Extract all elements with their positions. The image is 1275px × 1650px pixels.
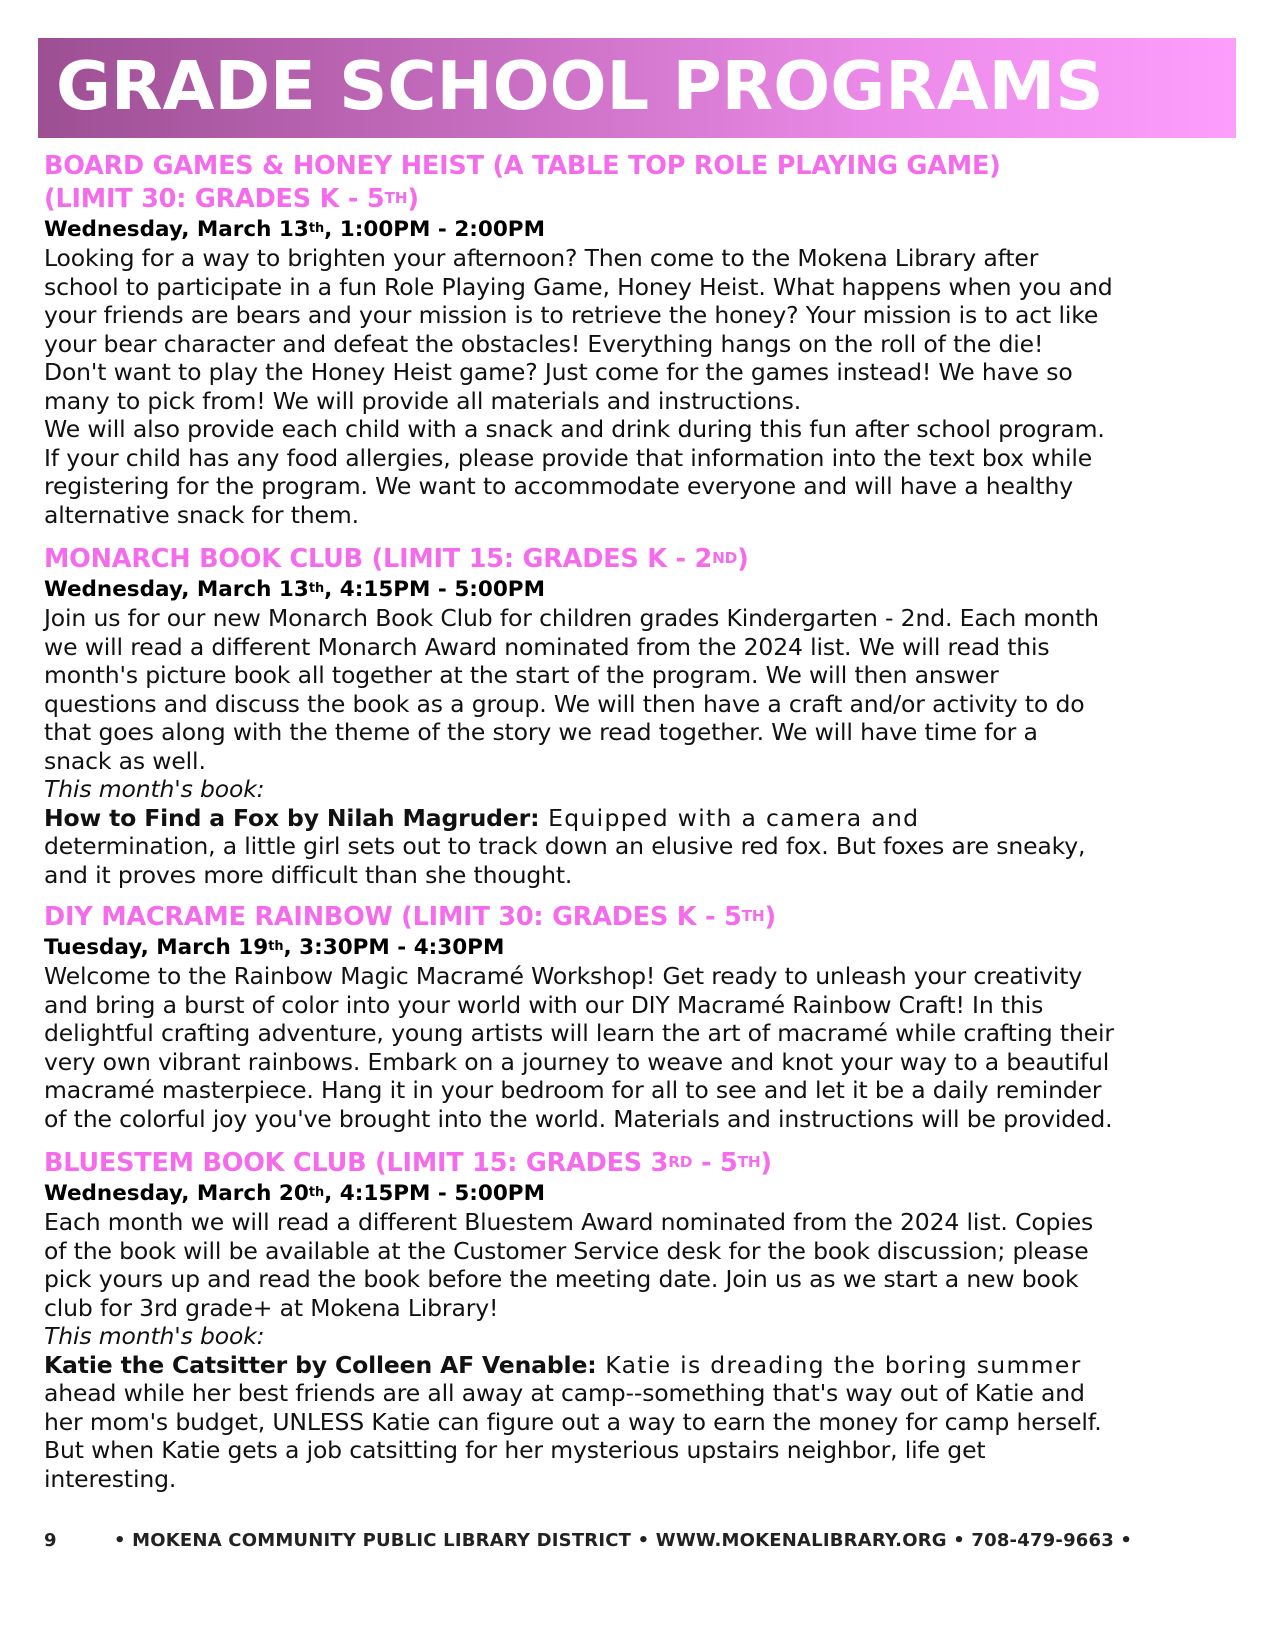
description-line: month's picture book all together at the start of the program. We will then answer xyxy=(44,661,999,689)
description-line: club for 3rd grade+ at Mokena Library! xyxy=(44,1293,499,1322)
program-date: Wednesday, March 20th, 4:15PM - 5:00PM xyxy=(44,1181,545,1206)
book-line xyxy=(44,1351,1244,1380)
description-line: Don't want to play the Honey Heist game? Just come for the games instead! We have so xyxy=(44,358,1073,386)
program-title: BOARD GAMES & HONEY HEIST (A TABLE TOP ROLE PLAYING GAME) xyxy=(44,151,1001,181)
program-description xyxy=(44,962,1244,1133)
programs-list xyxy=(44,150,1244,1493)
description-line: alternative snack for them. xyxy=(44,500,359,529)
book-description-line: her mom's budget, UNLESS Katie can figure out a way to earn the money for camp herself. xyxy=(44,1407,1102,1436)
book-description-line: interesting. xyxy=(44,1464,177,1493)
program-diy-macrame xyxy=(44,901,1244,1133)
description-line: very own vibrant rainbows. Embark on a journey to weave and knot your way to a beautiful xyxy=(44,1047,1110,1076)
program-bluestem-book-club xyxy=(44,1147,1244,1493)
program-title: DIY MACRAME RAINBOW (LIMIT 30: GRADES K - 5TH) xyxy=(44,902,776,932)
book-intro: This month's book: xyxy=(44,775,265,803)
program-date: Tuesday, March 19th, 3:30PM - 4:30PM xyxy=(44,935,505,960)
book-description-line: ahead while her best friends are all away at camp--something that's way out of Katie and xyxy=(44,1379,1085,1407)
page-number: 9 xyxy=(44,1530,57,1551)
description-line: of the book will be available at the Customer Service desk for the book discussion; please xyxy=(44,1236,1089,1265)
description-line: Welcome to the Rainbow Magic Macramé Workshop! Get ready to unleash your creativity xyxy=(44,962,1083,990)
description-line: delightful crafting adventure, young artists will learn the art of macramé while crafting their xyxy=(44,1019,1114,1047)
description-line: questions and discuss the book as a group. We will then have a craft and/or activity to do xyxy=(44,689,1085,718)
program-board-games xyxy=(44,150,1244,529)
description-line: that goes along with the theme of the story we read together. We will have time for a xyxy=(44,718,1038,746)
program-date: Wednesday, March 13th, 4:15PM - 5:00PM xyxy=(44,577,545,602)
program-description xyxy=(44,1208,1244,1493)
description-line: we will read a different Monarch Award nominated from the 2024 list. We will read this xyxy=(44,632,1050,661)
book-title: How to Find a Fox by Nilah Magruder: xyxy=(44,803,540,832)
book-blurb: Equipped with a camera and xyxy=(539,803,920,832)
program-description xyxy=(44,244,1244,529)
footer-contact-text: • MOKENA COMMUNITY PUBLIC LIBRARY DISTRICT • WWW.MOKENALIBRARY.ORG • 708-479-9663 • xyxy=(114,1530,1133,1551)
description-line: Looking for a way to brighten your afternoon? Then come to the Mokena Library after xyxy=(44,244,1039,272)
description-line: macramé masterpiece. Hang it in your bedroom for all to see and let it be a daily reminder xyxy=(44,1076,1102,1104)
description-line: If your child has any food allergies, please provide that information into the text box while xyxy=(44,443,1093,472)
program-monarch-book-club xyxy=(44,543,1244,889)
program-title: MONARCH BOOK CLUB (LIMIT 15: GRADES K - 2ND) xyxy=(44,544,749,574)
book-line xyxy=(44,804,1244,833)
description-line: your friends are bears and your mission is to retrieve the honey? Your mission is to act like xyxy=(44,301,1099,329)
book-intro: This month's book: xyxy=(44,1322,265,1350)
description-line: Join us for our new Monarch Book Club for children grades Kindergarten - 2nd. Each month xyxy=(44,604,1099,632)
program-date: Wednesday, March 13th, 1:00PM - 2:00PM xyxy=(44,217,545,242)
book-description-line: determination, a little girl sets out to track down an elusive red fox. But foxes are sneaky, xyxy=(44,832,1086,860)
description-line: your bear character and defeat the obstacles! Everything hangs on the roll of the die! xyxy=(44,329,1044,358)
description-line: We will also provide each child with a snack and drink during this fun after school program. xyxy=(44,415,1105,443)
description-line: snack as well. xyxy=(44,746,206,775)
program-title-limit: (LIMIT 30: GRADES K - 5TH) xyxy=(44,184,419,214)
description-line: and bring a burst of color into your world with our DIY Macramé Rainbow Craft! In this xyxy=(44,990,1044,1019)
description-line: school to participate in a fun Role Playing Game, Honey Heist. What happens when you and xyxy=(44,272,1113,301)
description-line: pick yours up and read the book before the meeting date. Join us as we start a new book xyxy=(44,1265,1079,1293)
page-title: GRADE SCHOOL PROGRAMS xyxy=(56,47,1104,125)
description-line: of the colorful joy you've brought into the world. Materials and instructions will be provided. xyxy=(44,1104,1113,1133)
book-title: Katie the Catsitter by Colleen AF Venable: xyxy=(44,1350,597,1379)
description-line: registering for the program. We want to accommodate everyone and will have a healthy xyxy=(44,472,1074,500)
page-banner xyxy=(38,38,1236,138)
description-line: many to pick from! We will provide all materials and instructions. xyxy=(44,386,802,415)
book-description-line: and it proves more difficult than she thought. xyxy=(44,860,573,889)
program-title: BLUESTEM BOOK CLUB (LIMIT 15: GRADES 3RD - 5TH) xyxy=(44,1148,772,1178)
program-description xyxy=(44,604,1244,889)
description-line: Each month we will read a different Bluestem Award nominated from the 2024 list. Copies xyxy=(44,1208,1094,1236)
book-blurb: Katie is dreading the boring summer xyxy=(596,1350,1082,1379)
book-description-line: But when Katie gets a job catsitting for her mysterious upstairs neighbor, life get xyxy=(44,1436,986,1464)
